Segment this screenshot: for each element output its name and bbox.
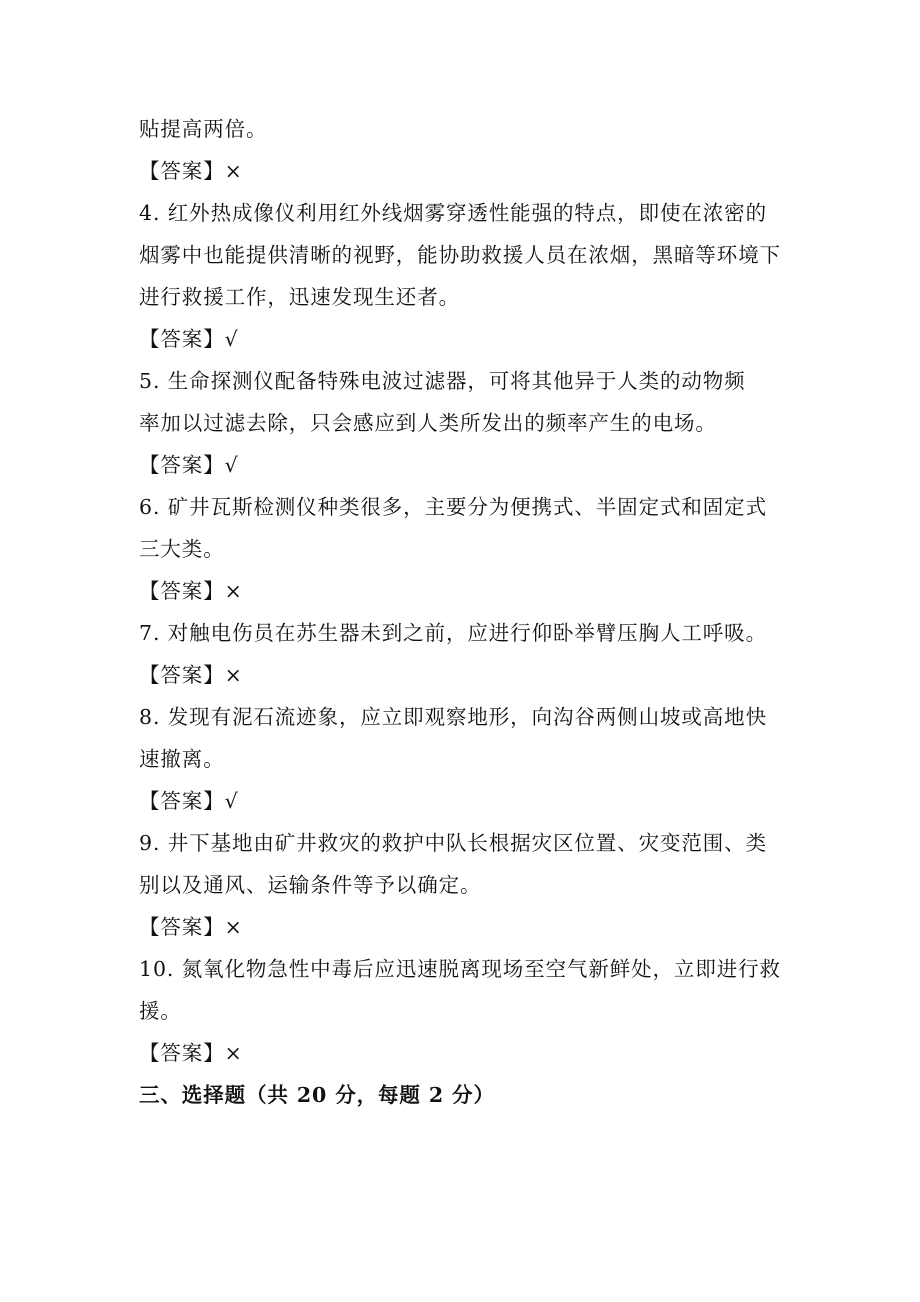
question-4-line-2: 烟雾中也能提供清晰的视野，能协助救援人员在浓烟，黑暗等环境下 [139,243,781,267]
section-heading: 三、选择题（共 20 分，每题 2 分） [139,1083,495,1107]
question-4-line-3: 进行救援工作，迅速发现生还者。 [139,285,460,309]
question-6-line-2: 三大类。 [139,537,225,561]
answer-5: 【答案】√ [139,453,239,477]
answer-9: 【答案】× [139,915,243,939]
answer-7: 【答案】× [139,663,243,687]
continued-text: 贴提高两倍。 [139,117,268,141]
question-5-line-1: 5. 生命探测仪配备特殊电波过滤器，可将其他异于人类的动物频 [139,369,746,393]
question-9-line-1: 9. 井下基地由矿井救灾的救护中队长根据灾区位置、灾变范围、类 [139,831,767,855]
question-5-line-2: 率加以过滤去除，只会感应到人类所发出的频率产生的电场。 [139,411,717,435]
answer-10: 【答案】× [139,1041,243,1065]
answer-4: 【答案】√ [139,327,239,351]
question-4-line-1: 4. 红外热成像仪利用红外线烟雾穿透性能强的特点，即使在浓密的 [139,201,767,225]
question-6-line-1: 6. 矿井瓦斯检测仪种类很多，主要分为便携式、半固定式和固定式 [139,495,767,519]
question-8-line-1: 8. 发现有泥石流迹象，应立即观察地形，向沟谷两侧山坡或高地快 [139,705,767,729]
question-8-line-2: 速撤离。 [139,747,225,771]
question-10-line-2: 援。 [139,999,182,1023]
question-7-line-1: 7. 对触电伤员在苏生器未到之前，应进行仰卧举臂压胸人工呼吸。 [139,621,767,645]
question-10-line-1: 10. 氮氧化物急性中毒后应迅速脱离现场至空气新鲜处，立即进行救 [139,957,781,981]
answer-8: 【答案】√ [139,789,239,813]
answer-6: 【答案】× [139,579,243,603]
answer-3: 【答案】× [139,159,243,183]
question-9-line-2: 别以及通风、运输条件等予以确定。 [139,873,482,897]
